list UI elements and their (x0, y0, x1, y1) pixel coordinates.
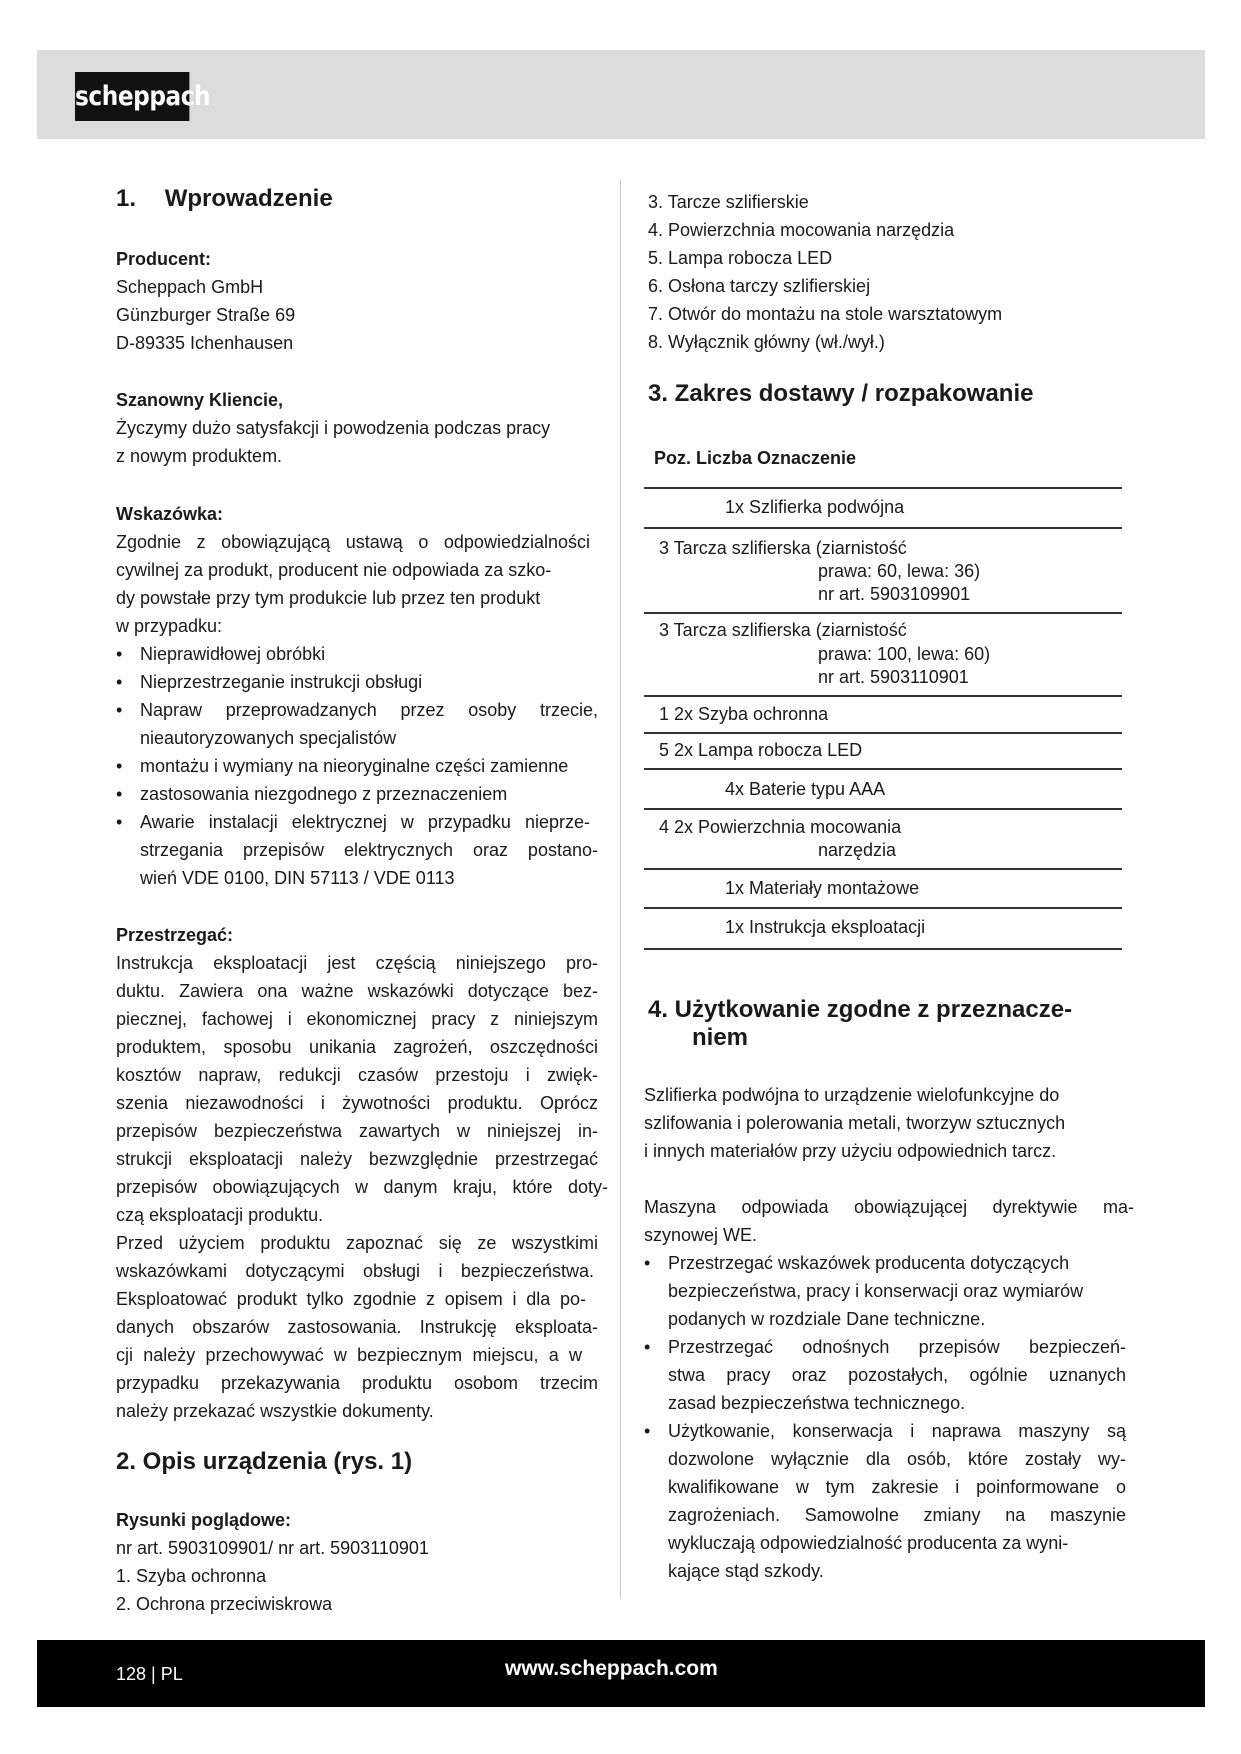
table-header: Poz. Liczba Oznaczenie (654, 448, 857, 468)
observe-line: należy przekazać wszystkie dokumenty. (116, 1401, 434, 1421)
producer-label: Producent: (116, 249, 212, 269)
observe-line: Przed użyciem produktu zapoznać się ze wszystkimi (116, 1233, 598, 1253)
use-line: i innych materiałów przy użyciu odpowiednich tarcz. (644, 1141, 1057, 1161)
parts-list-item: 6. Osłona tarczy szlifierskiej (648, 276, 871, 296)
use-line: szlifowania i polerowania metali, tworzyw sztucznych (644, 1113, 1066, 1133)
table-row: 3 Tarcza szlifierska (ziarnistość (659, 538, 907, 558)
section-3-heading: 3. Zakres dostawy / rozpakowanie (648, 380, 1034, 407)
use-bullet-continuation: zagrożeniach. Samowolne zmiany na maszynie (668, 1505, 1126, 1525)
use-bullet-continuation: stwa pracy oraz pozostałych, ogólnie uznanych (668, 1365, 1126, 1385)
hint-bullet: • Awarie instalacji elektrycznej w przypadku nieprze- (140, 808, 590, 836)
table-rule (644, 808, 1122, 810)
section-1-number: 1. (116, 185, 137, 212)
table-rule (644, 948, 1122, 950)
hint-bullet-continuation: strzegania przepisów elektrycznych oraz postano- (140, 840, 598, 860)
section-4-heading-continuation: niem (692, 1024, 749, 1051)
table-row-detail: prawa: 100, lewa: 60) (818, 644, 991, 664)
customer-label: Szanowny Kliencie, (116, 390, 284, 410)
observe-line: Eksploatować produkt tylko zgodnie z opisem i dla po- (116, 1289, 586, 1309)
observe-line: kosztów napraw, redukcji czasów przestoju i zwięk- (116, 1065, 598, 1085)
hint-bullet: • zastosowania niezgodnego z przeznaczeniem (140, 780, 507, 808)
table-row: 1 2x Szyba ochronna (659, 704, 829, 724)
header-band (37, 50, 1205, 139)
use-bullet-continuation: kwalifikowane w tym zakresie i poinformowane o (668, 1477, 1126, 1497)
observe-line: danych obszarów zastosowania. Instrukcję eksploata- (116, 1317, 598, 1337)
table-row: 1x Instrukcja eksploatacji (725, 917, 926, 937)
observe-line: strukcji eksploatacji należy bezwzględnie przestrzegać (116, 1149, 598, 1169)
hint-bullet: • Napraw przeprowadzanych przez osoby trzecie, (140, 696, 598, 724)
we-line: Maszyna odpowiada obowiązującej dyrektywie ma- (644, 1197, 1134, 1217)
table-rule (644, 907, 1122, 909)
table-row: 5 2x Lampa robocza LED (659, 740, 863, 760)
section-2-heading: 2. Opis urządzenia (rys. 1) (116, 1448, 413, 1475)
we-line: szynowej WE. (644, 1225, 758, 1245)
table-rule (644, 527, 1122, 529)
page-number: 128 | PL (116, 1664, 183, 1684)
section-4-heading: 4. Użytkowanie zgodne z przeznacze- (648, 996, 1073, 1023)
hint-bullet: • Nieprzestrzeganie instrukcji obsługi (140, 668, 422, 696)
observe-line: cji należy przechowywać w bezpiecznym miejscu, a w (116, 1345, 582, 1365)
observe-line: produktem, sposobu unikania zagrożeń, oszczędności (116, 1037, 598, 1057)
hint-line: cywilnej za produkt, producent nie odpowiada za szko- (116, 560, 552, 580)
table-rule (644, 868, 1122, 870)
hint-label: Wskazówka: (116, 504, 224, 524)
table-row: 4x Baterie typu AAA (725, 779, 886, 799)
drawings-line: nr art. 5903109901/ nr art. 5903110901 (116, 1538, 429, 1558)
table-row: 1x Materiały montażowe (725, 878, 920, 898)
section-1-title: Wprowadzenie (164, 185, 333, 212)
use-bullet: • Przestrzegać wskazówek producenta dotyczących (668, 1249, 1069, 1277)
customer-line: z nowym produktem. (116, 446, 283, 466)
column-divider (620, 180, 621, 1598)
table-row-detail: prawa: 60, lewa: 36) (818, 561, 981, 581)
producer-line: Günzburger Straße 69 (116, 305, 296, 325)
producer-line: D-89335 Ichenhausen (116, 333, 294, 353)
parts-list-item: 5. Lampa robocza LED (648, 248, 833, 268)
table-row: 4 2x Powierzchnia mocowania (659, 817, 902, 837)
table-rule (644, 768, 1122, 770)
table-row-detail: nr art. 5903110901 (818, 667, 969, 687)
use-bullet-continuation: kające stąd szkody. (668, 1561, 824, 1581)
parts-list-item: 3. Tarcze szlifierskie (648, 192, 809, 212)
hint-line: Zgodnie z obowiązującą ustawą o odpowiedzialności (116, 532, 590, 552)
use-bullet-continuation: podanych w rozdziale Dane techniczne. (668, 1309, 986, 1329)
observe-line: przypadku przekazywania produktu osobom trzecim (116, 1373, 598, 1393)
parts-list-item: 4. Powierzchnia mocowania narzędzia (648, 220, 955, 240)
observe-line: Instrukcja eksploatacji jest częścią niniejszego pro- (116, 953, 598, 973)
table-row: 1x Szlifierka podwójna (725, 497, 905, 517)
use-bullet-continuation: bezpieczeństwa, pracy i konserwacji oraz wymiarów (668, 1281, 1084, 1301)
drawings-label: Rysunki poglądowe: (116, 1510, 292, 1530)
parts-list-item: 7. Otwór do montażu na stole warsztatowym (648, 304, 1003, 324)
hint-bullet: • montażu i wymiany na nieoryginalne części zamienne (140, 752, 568, 780)
table-row-detail: nr art. 5903109901 (818, 584, 971, 604)
use-bullet-continuation: dozwolone wyłącznie dla osób, które zostały wy- (668, 1449, 1126, 1469)
use-bullet: • Przestrzegać odnośnych przepisów bezpieczeń- (668, 1333, 1126, 1361)
parts-list-item: 8. Wyłącznik główny (wł./wył.) (648, 332, 885, 352)
use-bullet: • Użytkowanie, konserwacja i naprawa maszyny są (668, 1417, 1126, 1445)
hint-bullet-continuation: wień VDE 0100, DIN 57113 / VDE 0113 (140, 868, 455, 888)
use-line: Szlifierka podwójna to urządzenie wielofunkcyjne do (644, 1085, 1060, 1105)
observe-line: szenia niezawodności i żywotności produktu. Oprócz (116, 1093, 598, 1113)
section-1-heading (116, 185, 333, 213)
table-rule (644, 487, 1122, 489)
observe-line: czą eksploatacji produktu. (116, 1205, 324, 1225)
customer-line: Życzymy dużo satysfakcji i powodzenia podczas pracy (116, 418, 551, 438)
use-bullet-continuation: zasad bezpieczeństwa technicznego. (668, 1393, 966, 1413)
table-row-detail: narzędzia (818, 840, 897, 860)
drawings-line: 1. Szyba ochronna (116, 1566, 267, 1586)
table-rule (644, 732, 1122, 734)
observe-line: przepisów bezpieczeństwa zawartych w niniejszej in- (116, 1121, 598, 1141)
observe-line: wskazówkami dotyczącymi obsługi i bezpieczeństwa. (116, 1261, 594, 1281)
producer-line: Scheppach GmbH (116, 277, 264, 297)
hint-bullet-continuation: nieautoryzowanych specjalistów (140, 728, 397, 748)
hint-line: w przypadku: (116, 616, 223, 636)
hint-bullet: • Nieprawidłowej obróbki (140, 640, 325, 668)
drawings-line: 2. Ochrona przeciwiskrowa (116, 1594, 333, 1614)
footer-bar (37, 1640, 1205, 1707)
observe-line: duktu. Zawiera ona ważne wskazówki dotyczące bez- (116, 981, 598, 1001)
brand-logo: scheppach (75, 72, 189, 121)
use-bullet-continuation: wykluczają odpowiedzialność producenta za wyni- (668, 1533, 1069, 1553)
hint-line: dy powstałe przy tym produkcie lub przez ten produkt (116, 588, 541, 608)
table-rule (644, 612, 1122, 614)
website-link[interactable]: www.scheppach.com (505, 1657, 718, 1680)
table-row: 3 Tarcza szlifierska (ziarnistość (659, 620, 907, 640)
table-rule (644, 695, 1122, 697)
observe-label: Przestrzegać: (116, 925, 234, 945)
observe-line: przepisów obowiązujących w danym kraju, które doty- (116, 1177, 608, 1197)
observe-line: piecznej, fachowej i ekonomicznej pracy z niniejszym (116, 1009, 598, 1029)
